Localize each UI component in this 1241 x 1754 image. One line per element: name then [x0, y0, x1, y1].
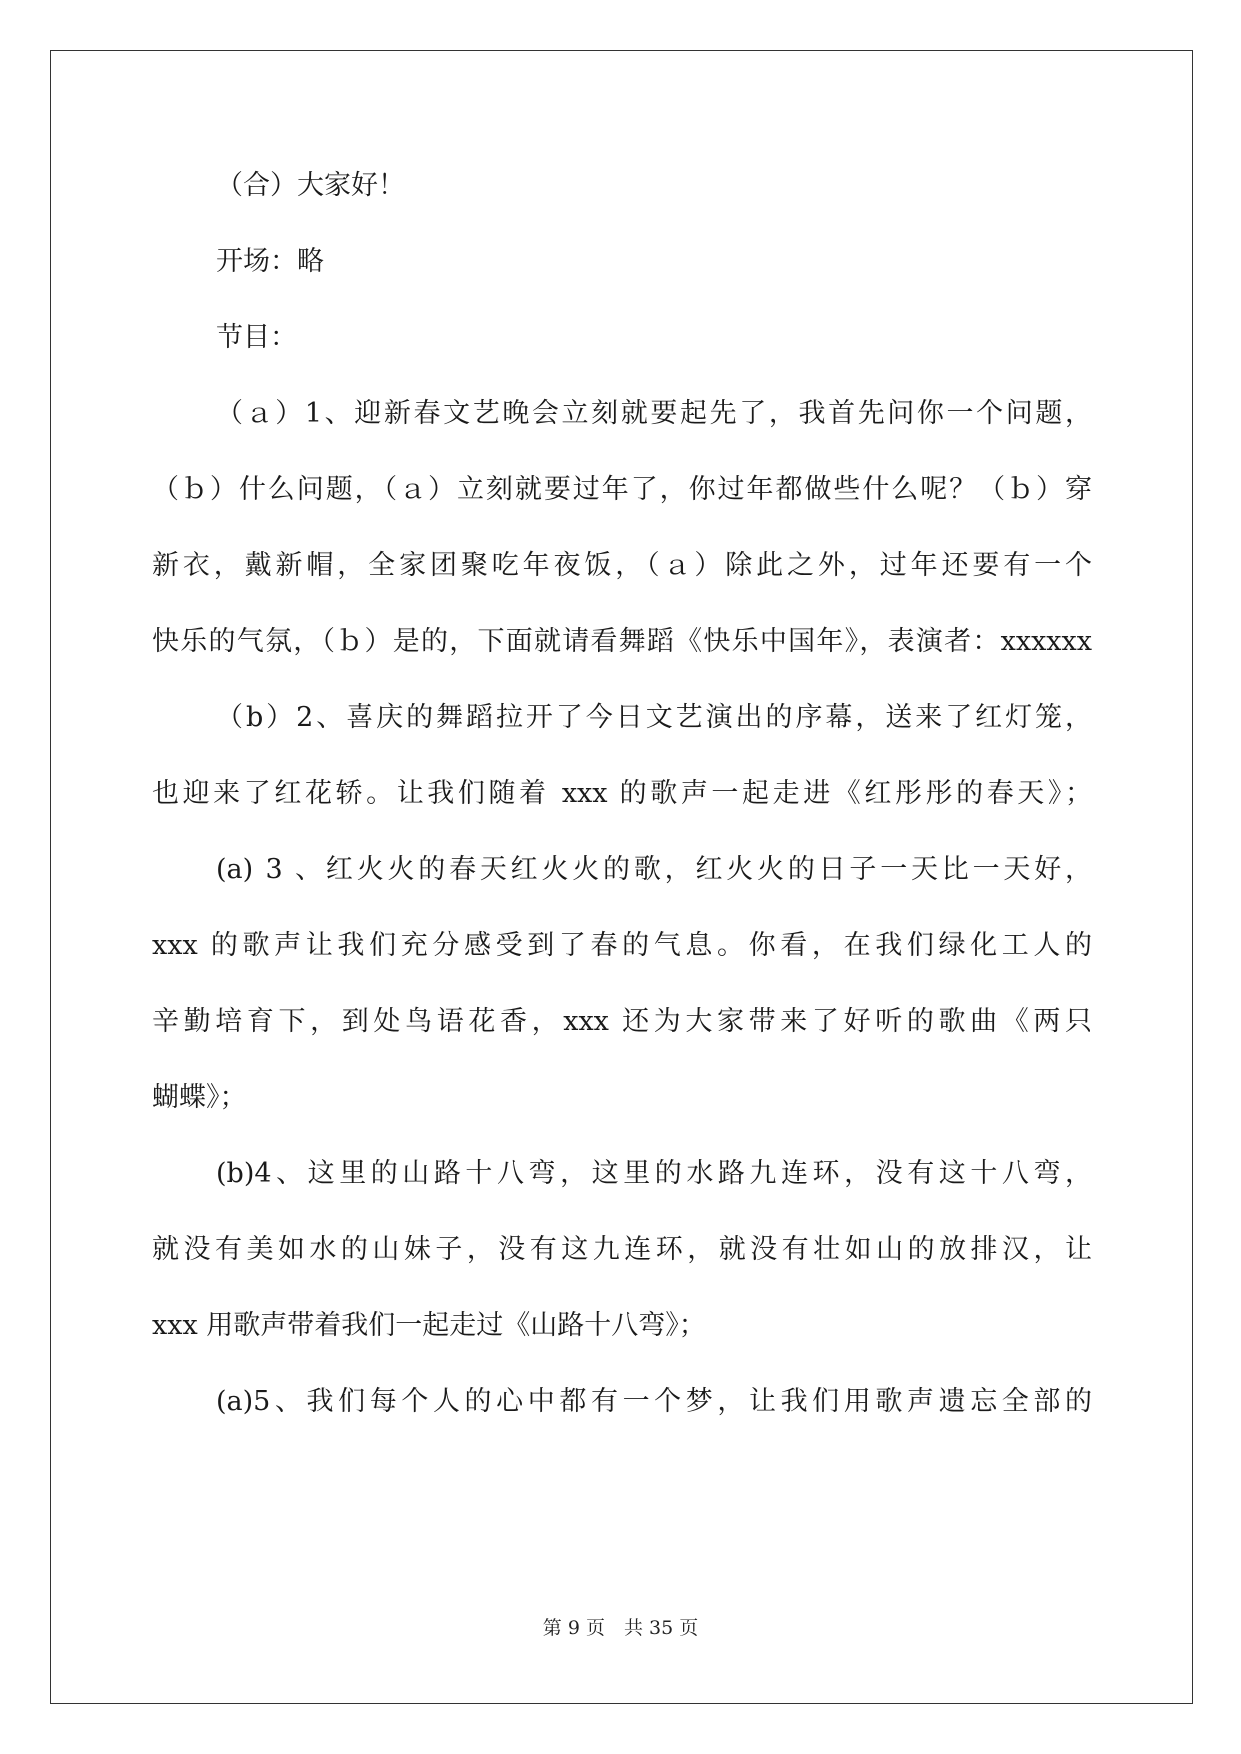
text-line-opening: 开场：略 — [216, 246, 324, 277]
text-line: （b）2、喜庆的舞蹈拉开了今日文艺演出的序幕，送来了红灯笼， — [216, 702, 1092, 733]
text-line-program-heading: 节目： — [216, 322, 297, 353]
page-number-footer: 第 9 页 共 35 页 — [542, 1617, 699, 1639]
text-line: 也迎来了红花轿。让我们随着 xxx 的歌声一起走进《红彤彤的春天》； — [152, 778, 1092, 809]
text-line: 辛勤培育下，到处鸟语花香，xxx 还为大家带来了好听的歌曲《两只 — [152, 1006, 1092, 1037]
text-line: (a)5、我们每个人的心中都有一个梦，让我们用歌声遗忘全部的 — [216, 1386, 1092, 1417]
text-line: 新衣，戴新帽，全家团聚吃年夜饭，（ａ）除此之外，过年还要有一个 — [152, 550, 1092, 581]
text-line: 蝴蝶》； — [152, 1082, 247, 1113]
text-line: (a) 3 、红火火的春天红火火的歌，红火火的日子一天比一天好， — [216, 854, 1092, 885]
text-line: 就没有美如水的山妹子，没有这九连环，就没有壮如山的放排汉，让 — [152, 1234, 1092, 1265]
text-line: (b)4、这里的山路十八弯，这里的水路九连环，没有这十八弯， — [216, 1158, 1092, 1189]
text-line-greeting: （合）大家好！ — [216, 170, 405, 201]
text-line: （ｂ）什么问题，（ａ）立刻就要过年了，你过年都做些什么呢？（ｂ）穿 — [152, 474, 1092, 505]
text-line: xxx 用歌声带着我们一起走过《山路十八弯》； — [152, 1310, 706, 1341]
text-line: xxx 的歌声让我们充分感受到了春的气息。你看，在我们绿化工人的 — [152, 930, 1092, 961]
text-line: 快乐的气氛，（ｂ）是的，下面就请看舞蹈《快乐中国年》，表演者：xxxxxx — [152, 626, 1092, 657]
text-line: （ａ）1、迎新春文艺晚会立刻就要起先了，我首先问你一个问题， — [216, 398, 1092, 429]
